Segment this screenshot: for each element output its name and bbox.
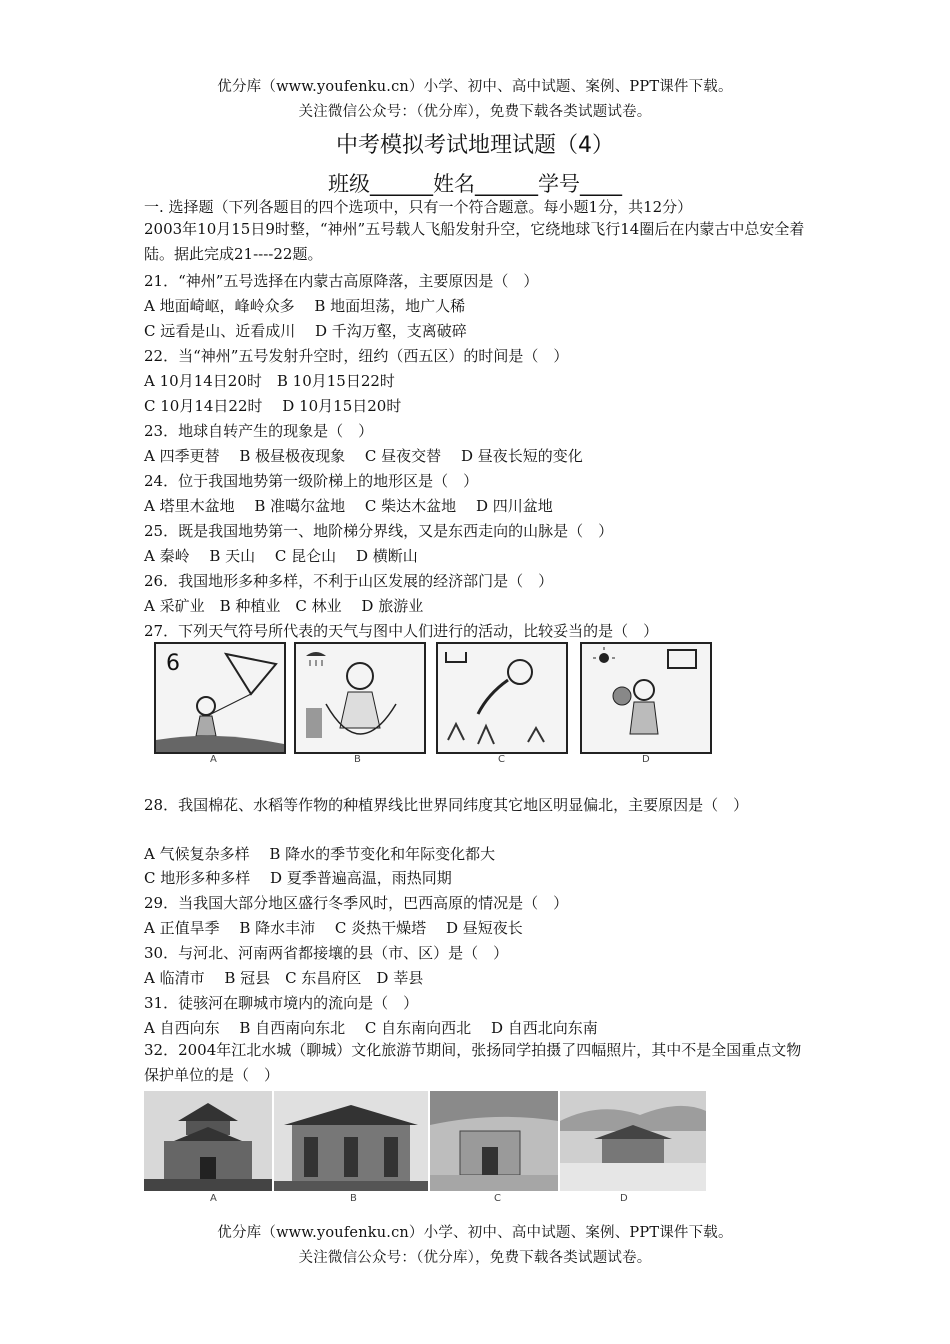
q23-options: A 四季更替 B 极昼极夜现象 C 昼夜交替 D 昼夜长短的变化: [144, 447, 583, 465]
fig27-label-d: D: [642, 754, 650, 765]
q22-options-ab: A 10月14日20时 B 10月15日22时: [144, 372, 395, 390]
photo-a-tower: [144, 1091, 272, 1191]
q28-options-cd: C 地形多种多样 D 夏季普遍高温，雨热同期: [144, 869, 452, 887]
fig32-label-d: D: [620, 1193, 628, 1204]
q21-options-cd: C 远看是山、近看成川 D 千沟万壑，支离破碎: [144, 322, 467, 340]
photo-c-gate: [430, 1091, 558, 1191]
page-title: 中考模拟考试地理试题（4）: [336, 133, 614, 158]
jump-rope-illustration: [296, 644, 424, 752]
wind-symbol: 6: [166, 651, 180, 676]
panel-d-basketball: [580, 642, 712, 754]
panel-b-jump-rope: [294, 642, 426, 754]
header-line-2: 关注微信公众号：（优分库），免费下载各类试题试卷。: [298, 104, 652, 120]
fig27-label-c: C: [498, 754, 505, 765]
q25-options: A 秦岭 B 天山 C 昆仑山 D 横断山: [144, 547, 418, 565]
q30-stem: 30．与河北、河南两省都接壤的县（市、区）是（ ）: [144, 944, 509, 962]
passage-intro: 2003年10月15日9时整，“神州”五号载人飞船发射升空，它绕地球飞行14圈后在内蒙古中总安全着陆。据此完成21----22题。: [144, 220, 805, 263]
fig32-label-a: A: [210, 1193, 217, 1204]
pavilion-photo-illustration: [560, 1091, 706, 1191]
q24-options: A 塔里木盆地 B 准噶尔盆地 C 柴达木盆地 D 四川盆地: [144, 497, 553, 515]
q30-options: A 临清市 B 冠县 C 东昌府区 D 莘县: [144, 969, 424, 987]
fig27-label-a: A: [210, 754, 217, 765]
q29-options: A 正值旱季 B 降水丰沛 C 炎热干燥塔 D 昼短夜长: [144, 919, 523, 937]
q27-stem: 27．下列天气符号所代表的天气与图中人们进行的活动，比较妥当的是（ ）: [144, 622, 659, 640]
q32-stem: 32．2004年江北水城（聊城）文化旅游节期间，张扬同学拍摄了四幅照片，其中不是全国重点文物保护单位的是（ ）: [144, 1041, 802, 1084]
q31-stem: 31．徒骇河在聊城市境内的流向是（ ）: [144, 994, 419, 1012]
q21-stem: 21．“神州”五号选择在内蒙古高原降落，主要原因是（ ）: [144, 272, 539, 290]
fig32-label-c: C: [494, 1193, 501, 1204]
tower-photo-illustration: [144, 1091, 272, 1191]
heritage-photos-figure: [144, 1089, 706, 1207]
hall-photo-illustration: [274, 1091, 428, 1191]
planting-illustration: [438, 644, 566, 752]
q31-options: A 自西向东 B 自西南向东北 C 自东南向西北 D 自西北向东南: [144, 1019, 598, 1037]
q25-stem: 25．既是我国地势第一、地阶梯分界线，又是东西走向的山脉是（ ）: [144, 522, 614, 540]
q28-stem: 28．我国棉花、水稻等作物的种植界线比世界同纬度其它地区明显偏北，主要原因是（ ）: [144, 796, 749, 814]
student-info-line: 班级______姓名______学号____: [328, 172, 622, 196]
weather-activity-figure: [144, 640, 718, 768]
photo-d-pavilion: [560, 1091, 706, 1191]
q26-options: A 采矿业 B 种植业 C 林业 D 旅游业: [144, 597, 424, 615]
q22-stem: 22．当“神州”五号发射升空时，纽约（西五区）的时间是（ ）: [144, 347, 569, 365]
basketball-illustration: [582, 644, 710, 752]
footer-line-2: 关注微信公众号：（优分库），免费下载各类试题试卷。: [298, 1250, 652, 1266]
q24-stem: 24．位于我国地势第一级阶梯上的地形区是（ ）: [144, 472, 479, 490]
q21-options-ab: A 地面崎岖，峰岭众多 B 地面坦荡，地广人稀: [144, 297, 466, 315]
q26-stem: 26．我国地形多种多样，不利于山区发展的经济部门是（ ）: [144, 572, 554, 590]
panel-a-kite-flying: [154, 642, 286, 754]
fig27-label-b: B: [354, 754, 361, 765]
q22-options-cd: C 10月14日22时 D 10月15日20时: [144, 397, 402, 415]
q29-stem: 29．当我国大部分地区盛行冬季风时，巴西高原的情况是（ ）: [144, 894, 569, 912]
gate-photo-illustration: [430, 1091, 558, 1191]
section-heading: 一. 选择题（下列各题目的四个选项中，只有一个符合题意。每小题1分，共12分）: [144, 198, 693, 216]
fig32-label-b: B: [350, 1193, 357, 1204]
q23-stem: 23．地球自转产生的现象是（ ）: [144, 422, 374, 440]
footer-line-1: 优分库（www.youfenku.cn）小学、初中、高中试题、案例、PPT课件下载。: [217, 1225, 733, 1241]
header-line-1: 优分库（www.youfenku.cn）小学、初中、高中试题、案例、PPT课件下载。: [217, 79, 733, 95]
q28-options-ab: A 气候复杂多样 B 降水的季节变化和年际变化都大: [144, 845, 496, 863]
kite-scene-illustration: [156, 644, 284, 752]
photo-b-hall: [274, 1091, 428, 1191]
panel-c-planting: [436, 642, 568, 754]
